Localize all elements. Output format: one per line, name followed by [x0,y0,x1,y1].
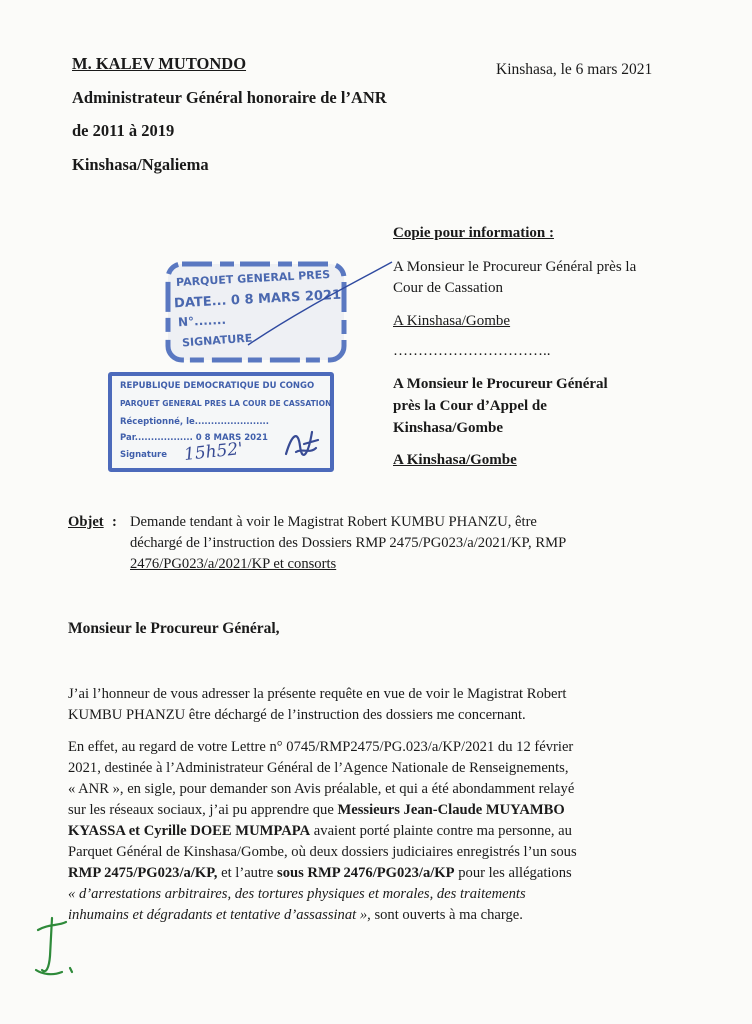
handwritten-initial-icon [28,908,88,988]
para2-line-7d: pour les allégations [454,865,572,881]
court-stamp [108,372,334,472]
objet-line-1: Demande tendant à voir le Magistrat Robert KUMBU PHANZU, être [130,514,537,530]
objet-line-2: déchargé de l’instruction des Dossiers RMP 2475/PG023/a/2021/KP, RMP [130,535,567,551]
para2-line-4 [68,800,565,821]
salutation: Monsieur le Procureur Général, [68,620,280,637]
objet-label [68,512,104,533]
sender-years: de 2011 à 2019 [72,121,175,140]
dotted-line: ………………………….. [393,343,551,359]
para2-line-5 [68,821,572,842]
stamp2-line-4: Par.................. 0 8 MARS 2021 [120,433,268,443]
para1-line-2: KUMBU PHANZU être déchargé de l’instruction des dossiers me concernant. [68,707,526,723]
stamp1-line-1: PARQUET GENERAL PRES [175,267,331,290]
para2-line-4a: sur les réseaux sociaux, j’ai pu apprendre que [68,802,338,818]
copy-line-2: Cour de Cassation [393,280,503,296]
copy-heading: Copie pour information : [393,225,554,241]
addressee-line-3: Kinshasa/Gombe [393,420,504,436]
para2-line-7b: et l’autre [217,865,278,881]
addressee-line-4: A Kinshasa/Gombe [393,452,517,468]
stamp2-line-3: Réceptionné, le....................... [120,417,270,427]
para2-line-9a: inhumains et dégradants et tentative d’assassinat » [68,907,368,923]
para2-line-7a: RMP 2475/PG023/a/KP, [68,865,218,881]
objet-label-text: Objet [68,514,104,530]
addressee-line-2: près la Cour d’Appel de [393,398,547,414]
para2-line-8: « d’arrestations arbitraires, des tortures physiques et morales, des traitements [68,886,526,902]
stamp2-line-5: Signature [120,450,167,460]
para2-line-7 [68,863,572,884]
stamp1-line-3: N°....... [177,312,227,330]
sender-title: Administrateur Général honoraire de l’ANR [72,88,387,107]
signature-scribble-icon [282,426,322,460]
objet-colon: : [112,514,117,530]
stamp1-line-2: DATE... 0 8 MARS 2021 [173,287,342,312]
sender-name: M. KALEV MUTONDO [72,54,247,73]
para2-line-9 [68,905,523,926]
stamp2-line-2: PARQUET GENERAL PRES LA COUR DE CASSATION [120,399,332,408]
para2-line-2: 2021, destinée à l’Administrateur Général de l’Agence Nationale de Renseignements, [68,760,569,776]
date-line: Kinshasa, le 6 mars 2021 [496,61,653,78]
stamp2-line-1: REPUBLIQUE DEMOCRATIQUE DU CONGO [120,381,315,391]
para2-line-5b: avaient porté plainte contre ma personne, au [310,823,572,839]
para2-line-1: En effet, au regard de votre Lettre n° 0745/RMP2475/PG.023/a/KP/2021 du 12 février [68,739,574,755]
para2-line-5a: KYASSA et Cyrille DOEE MUMPAPA [68,823,311,839]
para2-line-9b: , sont ouverts à ma charge. [367,907,523,923]
objet-line-3: 2476/PG023/a/2021/KP et consorts [130,556,337,572]
para2-line-3: « ANR », en sigle, pour demander son Avis préalable, et qui a été abondamment relayé [68,781,575,797]
sender-location: Kinshasa/Ngaliema [72,155,209,174]
para2-line-7c: sous RMP 2476/PG023/a/KP [277,865,455,881]
copy-line-3: A Kinshasa/Gombe [393,313,511,329]
reception-stamp [160,258,350,370]
para1-line-1: J’ai l’honneur de vous adresser la présente requête en vue de voir le Magistrat Robert [68,686,567,702]
stamp2-handwritten-time: 15h52' [183,438,244,466]
para2-line-4b: Messieurs Jean-Claude MUYAMBO [337,802,565,818]
copy-line-1: A Monsieur le Procureur Général près la [393,259,637,275]
stamp1-line-4: SIGNATURE [181,331,253,350]
addressee-line-1: A Monsieur le Procureur Général [393,376,608,392]
para2-line-6: Parquet Général de Kinshasa/Gombe, où deux dossiers judiciaires enregistrés l’un sous [68,844,577,860]
